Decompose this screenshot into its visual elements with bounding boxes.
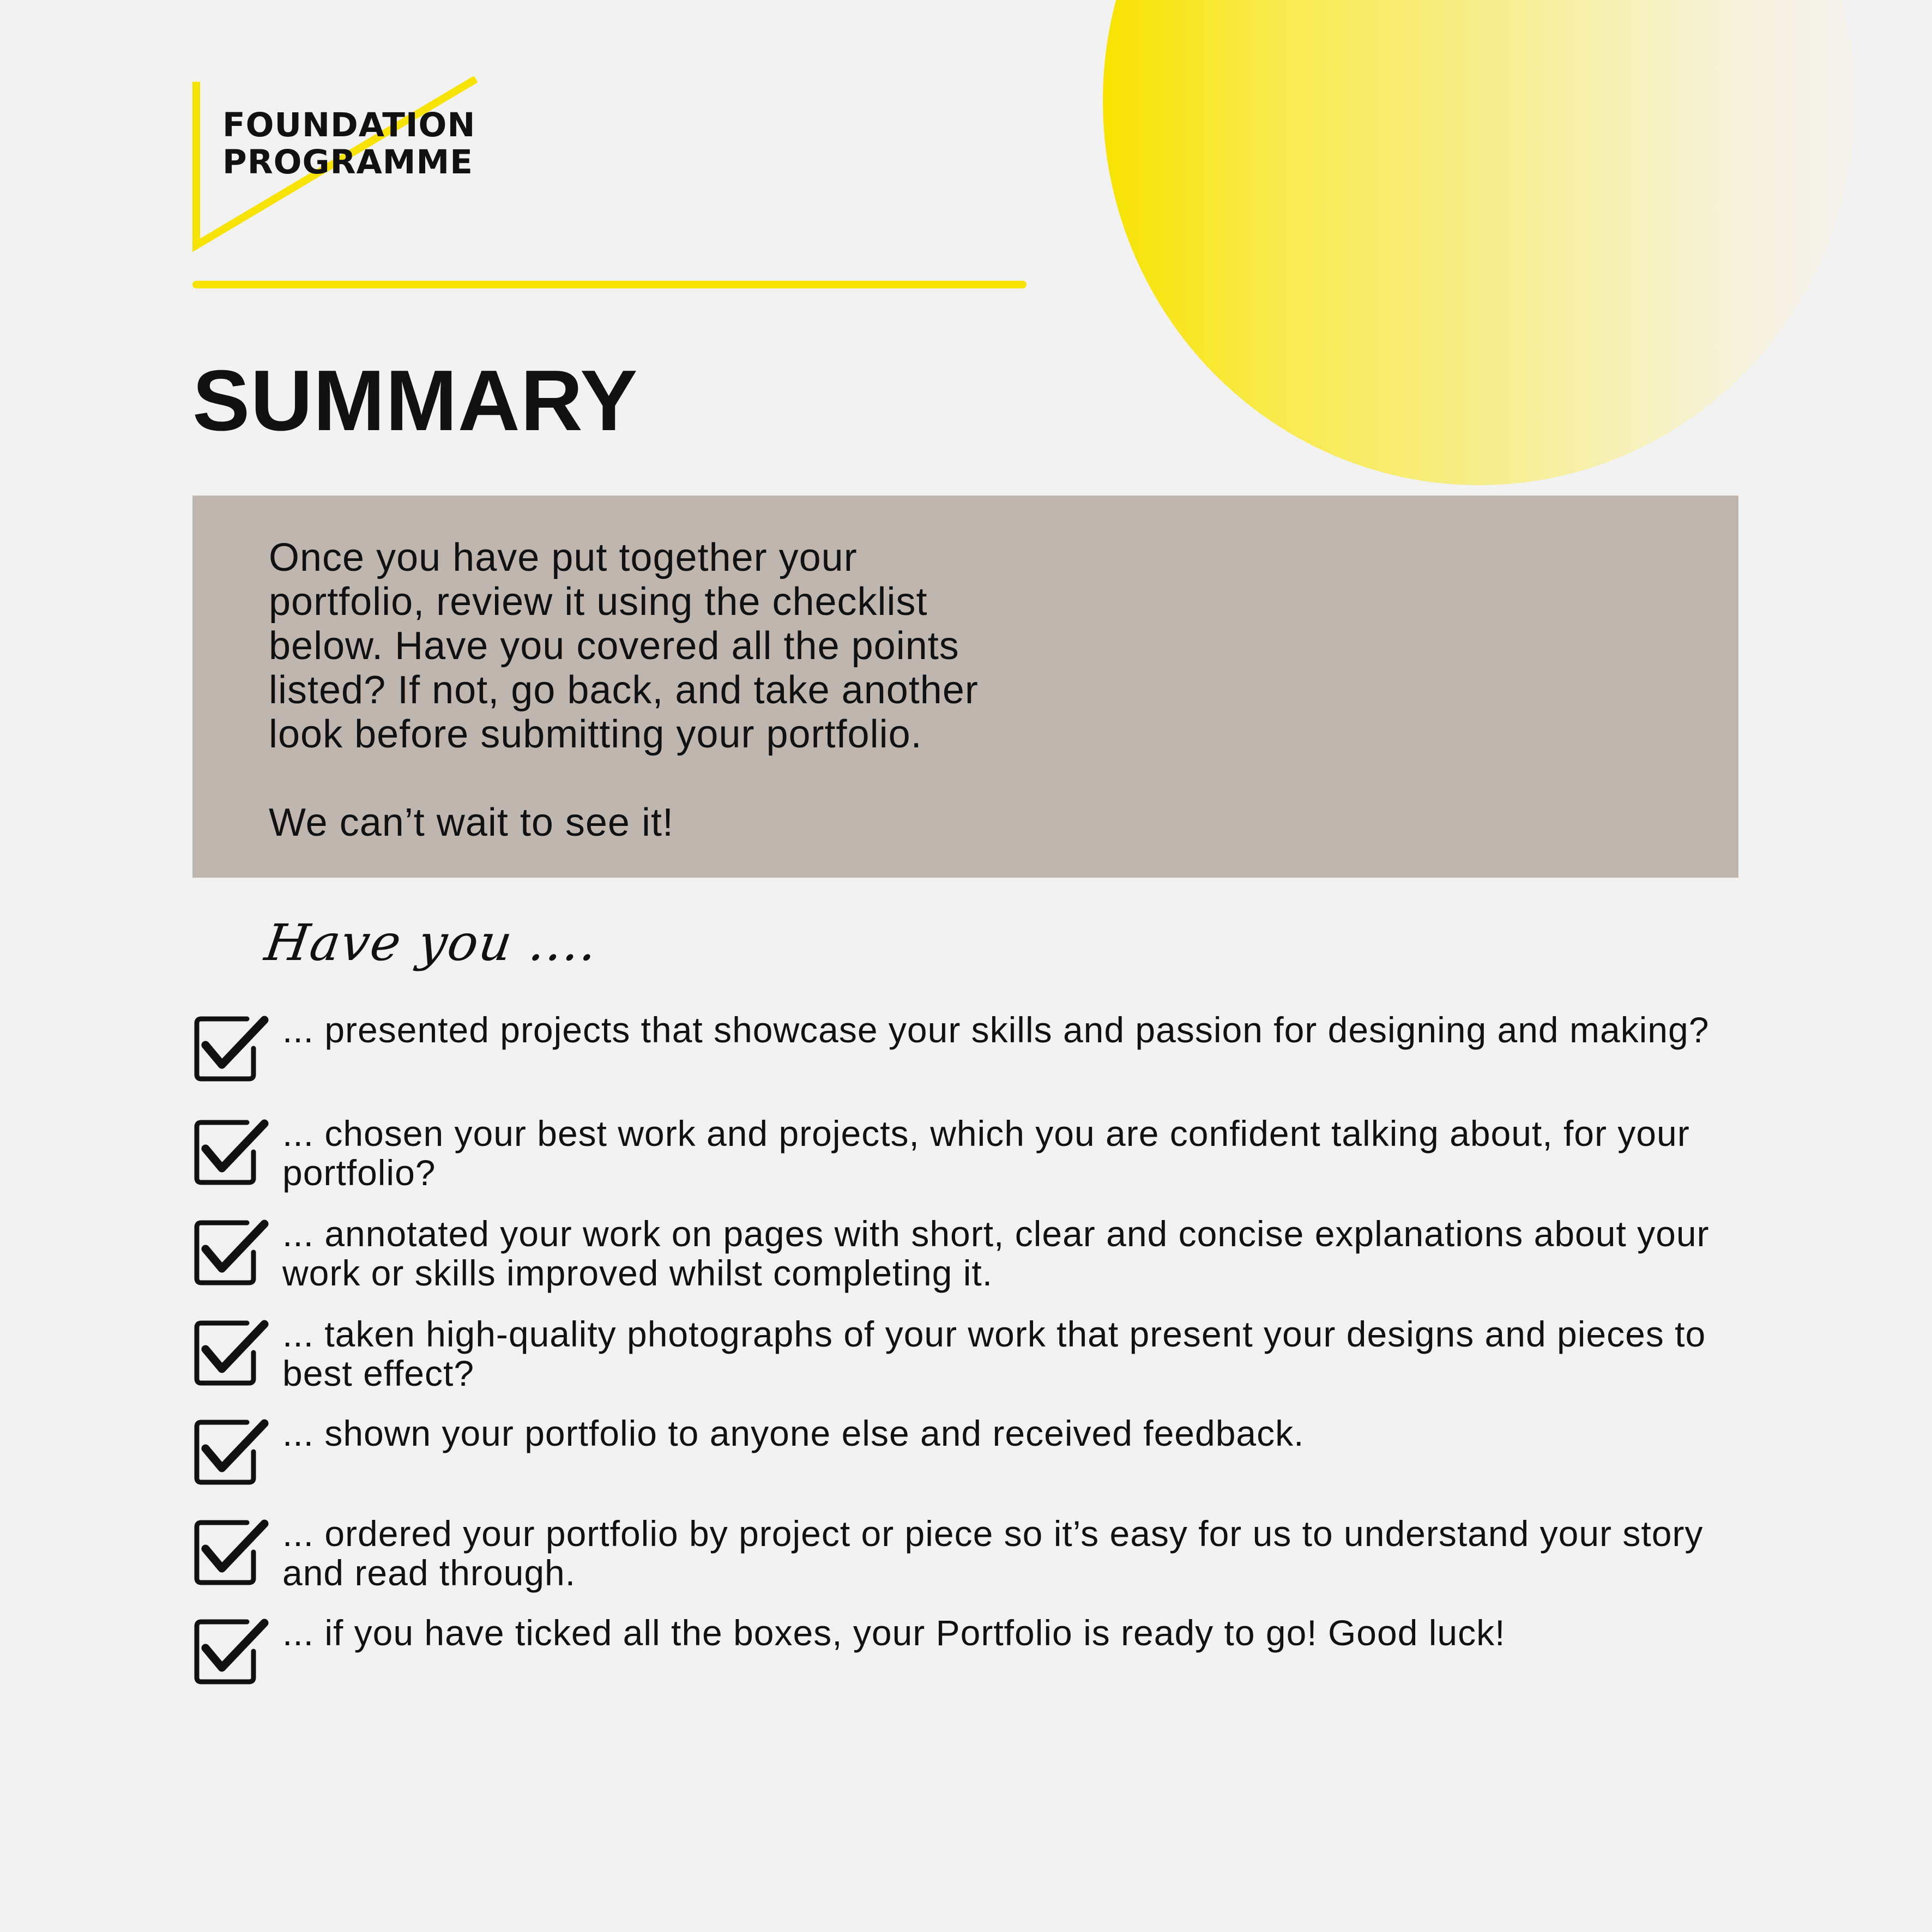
checklist-item-text: ... presented projects that showcase your skills and passion for designing and making? xyxy=(282,1010,1710,1050)
checked-box-icon xyxy=(192,1319,269,1390)
checklist-item-text: ... taken high-quality photographs of your work that present your designs and pieces to best effect? xyxy=(282,1314,1706,1393)
handwritten-heading: Have you .... xyxy=(261,914,602,972)
checked-box-icon xyxy=(192,1218,269,1289)
logo-line-2: PROGRAMME xyxy=(222,143,473,182)
intro-text xyxy=(269,536,1119,845)
checked-box-icon xyxy=(192,1518,269,1589)
logo-wordmark xyxy=(222,107,475,181)
checklist-item-text: ... if you have ticked all the boxes, your Portfolio is ready to go! Good luck! xyxy=(282,1613,1506,1653)
intro-paragraph-2: We can’t wait to see it! xyxy=(269,801,674,844)
checklist-item-text: ... ordered your portfolio by project or piece so it’s easy for us to understand your story and read through. xyxy=(282,1513,1704,1593)
checked-box-icon xyxy=(192,1617,269,1688)
checked-box-icon xyxy=(192,1015,269,1085)
page-title: SUMMARY xyxy=(192,353,638,449)
intro-paragraph-1: Once you have put together your portfolio, review it using the checklist below. Have you covered all the points listed? If not, go back, and take another look before submitting your portfolio. xyxy=(269,536,979,756)
foundation-programme-logo xyxy=(192,76,487,256)
checklist-item-text: ... annotated your work on pages with short, clear and concise explanations about your work or skills improved whilst completing it. xyxy=(282,1213,1710,1293)
logo-line-1: FOUNDATION xyxy=(222,106,476,144)
checked-box-icon xyxy=(192,1118,269,1189)
intro-panel xyxy=(192,496,1738,878)
checklist-item-text: ... shown your portfolio to anyone else and received feedback. xyxy=(282,1413,1305,1453)
checked-box-icon xyxy=(192,1418,269,1489)
yellow-divider xyxy=(192,281,1027,288)
checklist-item-text: ... chosen your best work and projects, which you are confident talking about, for your portfolio? xyxy=(282,1113,1690,1193)
decorative-yellow-circle xyxy=(1103,0,1855,485)
